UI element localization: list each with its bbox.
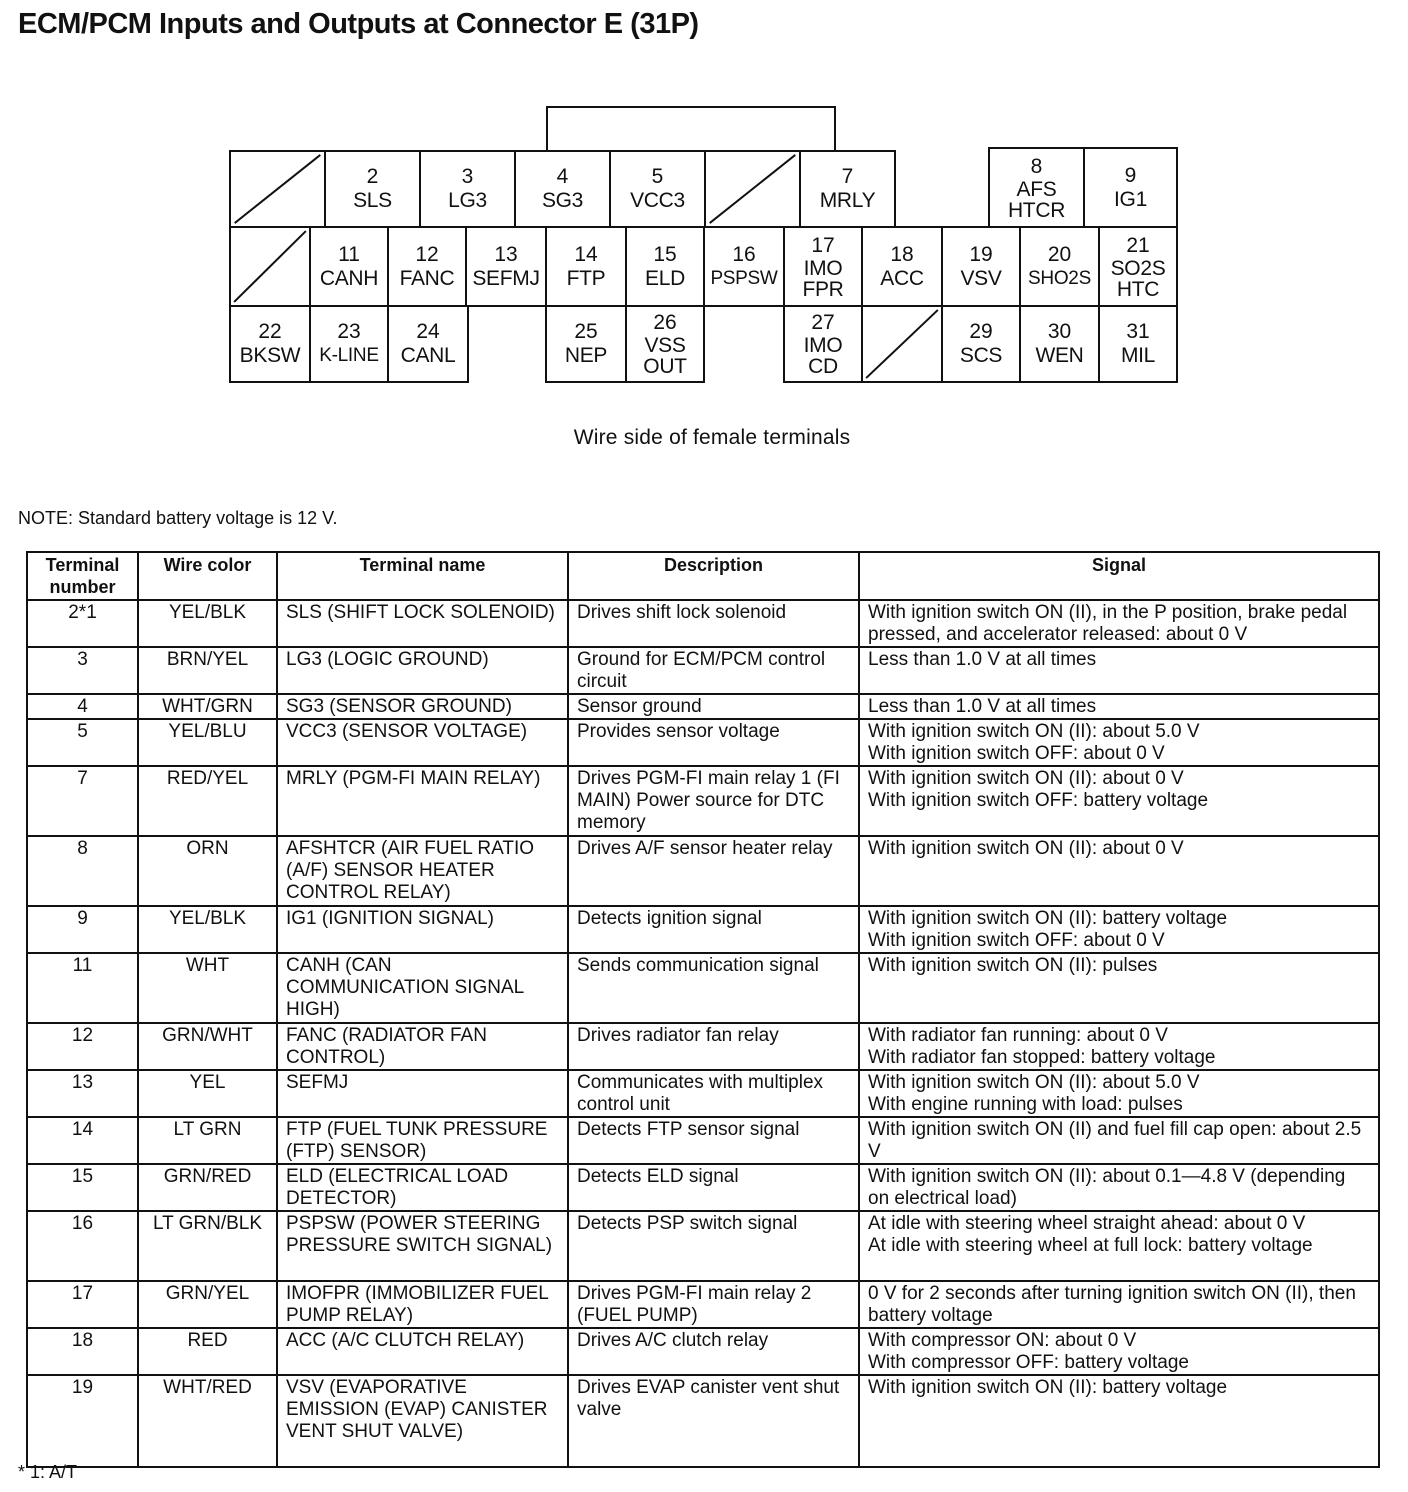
cell-description: Detects ignition signal bbox=[568, 906, 859, 953]
terminal-label: CANH bbox=[319, 266, 379, 290]
cell-terminal-name: ACC (A/C CLUTCH RELAY) bbox=[277, 1328, 568, 1375]
terminal-number: 22 bbox=[258, 320, 282, 343]
terminal-number: 4 bbox=[556, 165, 569, 188]
table-row bbox=[27, 766, 1379, 836]
terminal-number: 27 bbox=[811, 311, 835, 334]
cell-terminal: 19 bbox=[27, 1375, 138, 1467]
cell-terminal: 12 bbox=[27, 1023, 138, 1070]
cell-terminal: 13 bbox=[27, 1070, 138, 1117]
cell-terminal: 3 bbox=[27, 647, 138, 694]
cell-signal: With compressor ON: about 0 V With compressor OFF: battery voltage bbox=[859, 1328, 1379, 1375]
terminal-cell bbox=[609, 150, 706, 228]
table-row bbox=[27, 1023, 1379, 1070]
terminal-cell bbox=[941, 226, 1021, 307]
terminal-label: ACC bbox=[880, 266, 924, 290]
terminal-number: 23 bbox=[337, 320, 361, 343]
terminal-cell bbox=[465, 226, 547, 307]
cell-wire-color: RED/YEL bbox=[138, 766, 277, 836]
cell-signal: With ignition switch ON (II): about 0 V With ignition switch OFF: battery voltage bbox=[859, 766, 1379, 836]
terminal-number: 30 bbox=[1047, 320, 1072, 343]
cell-wire-color: BRN/YEL bbox=[138, 647, 277, 694]
table-row bbox=[27, 647, 1379, 694]
terminal-label: VCC3 bbox=[630, 189, 685, 212]
terminal-cell bbox=[387, 305, 469, 383]
terminal-number: 20 bbox=[1047, 242, 1072, 266]
table-header-row bbox=[27, 552, 1379, 600]
terminal-cell bbox=[387, 226, 467, 307]
terminal-label: IG1 bbox=[1114, 187, 1147, 211]
terminal-cell bbox=[419, 150, 516, 228]
terminal-number: 21 bbox=[1126, 233, 1150, 257]
cell-terminal-name: SEFMJ bbox=[277, 1070, 568, 1117]
cell-terminal-name: VCC3 (SENSOR VOLTAGE) bbox=[277, 719, 568, 766]
table-row bbox=[27, 1117, 1379, 1164]
cell-wire-color: WHT bbox=[138, 953, 277, 1023]
cell-description: Drives A/F sensor heater relay bbox=[568, 836, 859, 906]
cell-description: Detects FTP sensor signal bbox=[568, 1117, 859, 1164]
cell-terminal-name: VSV (EVAPORATIVE EMISSION (EVAP) CANISTER VENT SHUT VALVE) bbox=[277, 1375, 568, 1467]
footnote: * 1: A/T bbox=[18, 1462, 78, 1482]
cell-terminal-name: MRLY (PGM-FI MAIN RELAY) bbox=[277, 766, 568, 836]
connector-diagram bbox=[0, 0, 1408, 400]
cell-terminal-name: PSPSW (POWER STEERING PRESSURE SWITCH SIGNAL) bbox=[277, 1211, 568, 1281]
terminal-cell bbox=[783, 226, 863, 307]
table-row bbox=[27, 719, 1379, 766]
terminal-number: 31 bbox=[1126, 320, 1150, 343]
terminal-number: 12 bbox=[415, 242, 439, 266]
terminal-label: VSS OUT bbox=[643, 334, 687, 378]
cell-signal: Less than 1.0 V at all times bbox=[859, 647, 1379, 694]
terminal-number: 11 bbox=[338, 242, 360, 266]
terminal-number: 17 bbox=[811, 233, 835, 257]
terminal-label: SEFMJ bbox=[472, 266, 540, 290]
terminal-number: 9 bbox=[1124, 163, 1137, 187]
terminal-label: SCS bbox=[959, 344, 1003, 367]
cell-wire-color: LT GRN/BLK bbox=[138, 1211, 277, 1281]
cell-terminal-name: FTP (FUEL TUNK PRESSURE (FTP) SENSOR) bbox=[277, 1117, 568, 1164]
cell-terminal-name: AFSHTCR (AIR FUEL RATIO (A/F) SENSOR HEATER CONTROL RELAY) bbox=[277, 836, 568, 906]
terminal-cell bbox=[861, 226, 943, 307]
terminal-label: PSPSW bbox=[710, 267, 778, 289]
terminal-label: VSV bbox=[960, 266, 1002, 290]
terminal-number: 2 bbox=[366, 165, 379, 188]
cell-description: Communicates with multiplex control unit bbox=[568, 1070, 859, 1117]
terminal-label: NEP bbox=[564, 344, 608, 367]
cell-wire-color: GRN/YEL bbox=[138, 1281, 277, 1328]
terminal-label: SO2S HTC bbox=[1110, 256, 1166, 301]
cell-description: Sensor ground bbox=[568, 694, 859, 719]
terminal-label: CANL bbox=[400, 344, 456, 367]
cell-terminal-name: IMOFPR (IMMOBILIZER FUEL PUMP RELAY) bbox=[277, 1281, 568, 1328]
cell-wire-color: LT GRN bbox=[138, 1117, 277, 1164]
cell-description: Detects PSP switch signal bbox=[568, 1211, 859, 1281]
table-row bbox=[27, 953, 1379, 1023]
cell-description: Ground for ECM/PCM control circuit bbox=[568, 647, 859, 694]
cell-wire-color: GRN/RED bbox=[138, 1164, 277, 1211]
cell-terminal: 2*1 bbox=[27, 600, 138, 647]
terminal-number: 25 bbox=[574, 320, 598, 343]
table-row bbox=[27, 1070, 1379, 1117]
terminal-number: 29 bbox=[969, 320, 993, 343]
diagram-caption: Wire side of female terminals bbox=[573, 426, 851, 449]
terminal-cell bbox=[1019, 226, 1100, 307]
terminal-label: MRLY bbox=[819, 189, 876, 212]
table-row bbox=[27, 1281, 1379, 1328]
terminal-number: 15 bbox=[653, 242, 677, 266]
terminal-cell bbox=[309, 226, 389, 307]
cell-wire-color: YEL/BLK bbox=[138, 600, 277, 647]
cell-signal: With ignition switch ON (II): about 0 V bbox=[859, 836, 1379, 906]
terminal-cell bbox=[941, 305, 1021, 383]
cell-terminal-name: CANH (CAN COMMUNICATION SIGNAL HIGH) bbox=[277, 953, 568, 1023]
terminal-number: 3 bbox=[461, 165, 474, 188]
terminal-number: 7 bbox=[841, 165, 854, 188]
header-terminal-name: Terminal name bbox=[277, 552, 568, 600]
cell-description: Drives EVAP canister vent shut valve bbox=[568, 1375, 859, 1467]
cell-description: Drives PGM-FI main relay 1 (FI MAIN) Power source for DTC memory bbox=[568, 766, 859, 836]
terminal-label: K-LINE bbox=[319, 345, 379, 366]
terminal-number: 14 bbox=[574, 242, 598, 266]
terminal-label: IMO FPR bbox=[802, 256, 844, 301]
terminal-number: 24 bbox=[416, 320, 440, 343]
terminal-label: SHO2S bbox=[1028, 267, 1091, 289]
cell-wire-color: GRN/WHT bbox=[138, 1023, 277, 1070]
terminal-number: 8 bbox=[1030, 154, 1043, 178]
cell-description: Drives shift lock solenoid bbox=[568, 600, 859, 647]
cell-signal: With ignition switch ON (II): about 0.1—4.8 V (depending on electrical load) bbox=[859, 1164, 1379, 1211]
cell-terminal: 17 bbox=[27, 1281, 138, 1328]
terminal-label: SG3 bbox=[541, 189, 584, 212]
terminal-cell bbox=[783, 305, 863, 383]
cell-wire-color: YEL/BLU bbox=[138, 719, 277, 766]
cell-terminal-name: SLS (SHIFT LOCK SOLENOID) bbox=[277, 600, 568, 647]
cell-wire-color: YEL/BLK bbox=[138, 906, 277, 953]
cell-signal: With ignition switch ON (II): battery voltage bbox=[859, 1375, 1379, 1467]
cell-signal: With radiator fan running: about 0 V With radiator fan stopped: battery voltage bbox=[859, 1023, 1379, 1070]
header-signal: Signal bbox=[859, 552, 1379, 600]
table-row bbox=[27, 836, 1379, 906]
cell-description: Detects ELD signal bbox=[568, 1164, 859, 1211]
cell-terminal: 9 bbox=[27, 906, 138, 953]
cell-signal: With ignition switch ON (II): battery voltage With ignition switch OFF: about 0 V bbox=[859, 906, 1379, 953]
cell-wire-color: YEL bbox=[138, 1070, 277, 1117]
cell-terminal: 16 bbox=[27, 1211, 138, 1281]
cell-terminal-name: FANC (RADIATOR FAN CONTROL) bbox=[277, 1023, 568, 1070]
table-row bbox=[27, 694, 1379, 719]
cell-terminal: 14 bbox=[27, 1117, 138, 1164]
terminal-cell bbox=[1019, 305, 1100, 383]
terminal-cell bbox=[625, 226, 705, 307]
terminal-cell bbox=[799, 150, 896, 228]
terminal-cell bbox=[309, 305, 389, 383]
cell-description: Drives A/C clutch relay bbox=[568, 1328, 859, 1375]
terminal-cell bbox=[988, 147, 1085, 228]
blank-terminal bbox=[861, 305, 943, 383]
blank-terminal bbox=[229, 226, 311, 307]
cell-terminal: 8 bbox=[27, 836, 138, 906]
header-terminal-number: Terminal number bbox=[27, 552, 138, 600]
page-title: ECM/PCM Inputs and Outputs at Connector E (31P) bbox=[18, 8, 699, 40]
terminal-cell bbox=[545, 226, 627, 307]
terminal-cell bbox=[703, 226, 785, 307]
terminal-cell bbox=[625, 305, 705, 383]
cell-terminal: 5 bbox=[27, 719, 138, 766]
cell-signal: With ignition switch ON (II), in the P position, brake pedal pressed, and accelerator released: about 0 V bbox=[859, 600, 1379, 647]
terminal-label: IMO CD bbox=[803, 334, 843, 378]
cell-description: Drives PGM-FI main relay 2 (FUEL PUMP) bbox=[568, 1281, 859, 1328]
blank-terminal bbox=[229, 150, 326, 228]
cell-terminal: 18 bbox=[27, 1328, 138, 1375]
table-row bbox=[27, 1164, 1379, 1211]
cell-terminal-name: SG3 (SENSOR GROUND) bbox=[277, 694, 568, 719]
terminal-number: 13 bbox=[494, 242, 518, 266]
cell-description: Sends communication signal bbox=[568, 953, 859, 1023]
cell-wire-color: WHT/RED bbox=[138, 1375, 277, 1467]
terminal-cell bbox=[545, 305, 627, 383]
terminal-label: SLS bbox=[353, 189, 392, 212]
cell-terminal-name: LG3 (LOGIC GROUND) bbox=[277, 647, 568, 694]
terminal-label: WEN bbox=[1035, 344, 1084, 367]
terminal-cell bbox=[514, 150, 611, 228]
cell-terminal: 11 bbox=[27, 953, 138, 1023]
cell-terminal-name: IG1 (IGNITION SIGNAL) bbox=[277, 906, 568, 953]
cell-wire-color: ORN bbox=[138, 836, 277, 906]
table-row bbox=[27, 1211, 1379, 1281]
terminal-cell bbox=[324, 150, 421, 228]
table-row bbox=[27, 600, 1379, 647]
terminal-label: ELD bbox=[645, 266, 685, 290]
blank-terminal bbox=[704, 150, 801, 228]
cell-signal: With ignition switch ON (II) and fuel fill cap open: about 2.5 V bbox=[859, 1117, 1379, 1164]
table-row bbox=[27, 1328, 1379, 1375]
terminal-number: 5 bbox=[651, 165, 664, 188]
cell-signal: Less than 1.0 V at all times bbox=[859, 694, 1379, 719]
cell-signal: With ignition switch ON (II): about 5.0 V With engine running with load: pulses bbox=[859, 1070, 1379, 1117]
terminal-cell bbox=[1098, 226, 1178, 307]
cell-terminal-name: ELD (ELECTRICAL LOAD DETECTOR) bbox=[277, 1164, 568, 1211]
terminal-cell bbox=[1083, 147, 1178, 228]
table-row bbox=[27, 906, 1379, 953]
voltage-note: NOTE: Standard battery voltage is 12 V. bbox=[18, 508, 338, 528]
terminal-number: 18 bbox=[890, 242, 914, 266]
header-wire-color: Wire color bbox=[138, 552, 277, 600]
terminal-number: 26 bbox=[653, 311, 677, 334]
terminal-label: LG3 bbox=[448, 189, 487, 212]
cell-signal: With ignition switch ON (II): pulses bbox=[859, 953, 1379, 1023]
terminal-cell bbox=[229, 305, 311, 383]
cell-description: Provides sensor voltage bbox=[568, 719, 859, 766]
cell-description: Drives radiator fan relay bbox=[568, 1023, 859, 1070]
cell-terminal: 4 bbox=[27, 694, 138, 719]
terminal-cell bbox=[1098, 305, 1178, 383]
connector-key bbox=[546, 106, 836, 152]
cell-signal: 0 V for 2 seconds after turning ignition switch ON (II), then battery voltage bbox=[859, 1281, 1379, 1328]
terminal-label: AFS HTCR bbox=[1007, 177, 1066, 222]
header-description: Description bbox=[568, 552, 859, 600]
cell-signal: At idle with steering wheel straight ahead: about 0 V At idle with steering wheel at full lock: battery voltage bbox=[859, 1211, 1379, 1281]
cell-wire-color: RED bbox=[138, 1328, 277, 1375]
terminal-label: FANC bbox=[399, 266, 455, 290]
terminal-table bbox=[26, 551, 1380, 1468]
table-row bbox=[27, 1375, 1379, 1467]
cell-terminal: 7 bbox=[27, 766, 138, 836]
cell-terminal: 15 bbox=[27, 1164, 138, 1211]
cell-wire-color: WHT/GRN bbox=[138, 694, 277, 719]
terminal-label: MIL bbox=[1120, 344, 1156, 367]
cell-signal: With ignition switch ON (II): about 5.0 V With ignition switch OFF: about 0 V bbox=[859, 719, 1379, 766]
terminal-number: 16 bbox=[732, 242, 756, 266]
terminal-label: BKSW bbox=[239, 344, 301, 367]
terminal-label: FTP bbox=[566, 266, 606, 290]
terminal-number: 19 bbox=[969, 242, 993, 266]
